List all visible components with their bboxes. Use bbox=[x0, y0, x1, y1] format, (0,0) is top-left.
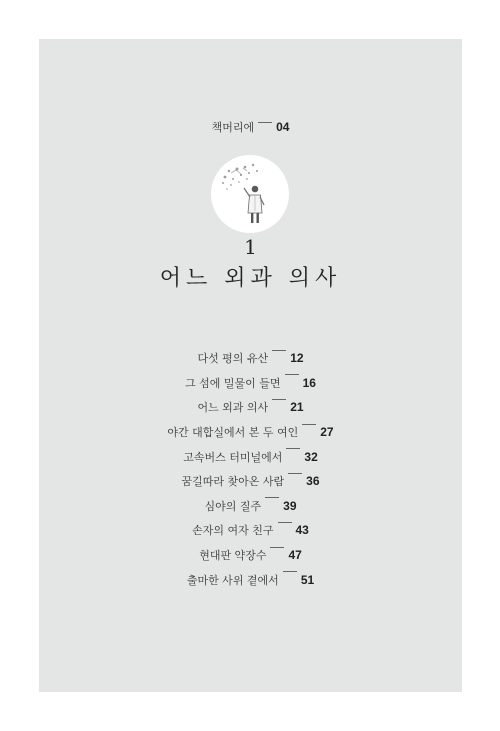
leader-dash bbox=[286, 448, 300, 449]
preface-page-number: 04 bbox=[276, 120, 290, 134]
toc-item-page: 51 bbox=[300, 572, 315, 587]
toc-item-title: 어느 외과 의사 bbox=[197, 401, 269, 415]
book-page bbox=[39, 39, 462, 692]
toc-item bbox=[39, 444, 462, 469]
leader-dash bbox=[258, 122, 272, 123]
toc-item bbox=[39, 469, 462, 494]
toc-item-page: 39 bbox=[283, 498, 297, 513]
toc-item bbox=[39, 395, 462, 420]
toc-list bbox=[39, 346, 462, 592]
toc-item-page: 36 bbox=[306, 474, 320, 489]
toc-item-page: 32 bbox=[304, 449, 318, 464]
preface-entry bbox=[39, 119, 462, 135]
toc-item-title: 꿈길따라 찾아온 사람 bbox=[181, 475, 285, 489]
preface-label: 책머리에 bbox=[211, 121, 255, 134]
doctor-figure-icon bbox=[211, 155, 289, 233]
chapter-title: 어느 외과 의사 bbox=[159, 266, 342, 291]
toc-item-page: 47 bbox=[288, 548, 302, 563]
toc-item-title: 고속버스 터미널에서 bbox=[183, 450, 283, 464]
leader-dash bbox=[278, 522, 292, 523]
toc-item-title: 출마한 사위 곁에서 bbox=[186, 573, 279, 587]
leader-dash bbox=[302, 424, 316, 425]
doctor-figure-illustration bbox=[211, 155, 289, 233]
toc-item-page: 12 bbox=[290, 351, 304, 366]
toc-item bbox=[39, 494, 462, 519]
toc-item-title: 다섯 평의 유산 bbox=[197, 352, 269, 366]
toc-item-page: 43 bbox=[295, 523, 309, 538]
leader-dash bbox=[272, 399, 286, 400]
leader-dash bbox=[283, 571, 297, 572]
toc-item-title: 야간 대합실에서 본 두 여인 bbox=[167, 426, 299, 440]
leader-dash bbox=[288, 473, 302, 474]
toc-item-title: 그 섬에 밀물이 들면 bbox=[185, 376, 281, 390]
leader-dash bbox=[265, 497, 279, 498]
toc-item-title: 심야의 질주 bbox=[204, 499, 262, 513]
toc-item bbox=[39, 346, 462, 371]
toc-item bbox=[39, 518, 462, 543]
toc-item bbox=[39, 371, 462, 396]
chapter-number: 1 bbox=[244, 235, 257, 259]
toc-item bbox=[39, 567, 462, 592]
toc-item-page: 16 bbox=[302, 375, 316, 390]
leader-dash bbox=[272, 350, 286, 351]
leader-dash bbox=[270, 547, 284, 548]
toc-item-page: 21 bbox=[290, 400, 304, 415]
toc-item bbox=[39, 420, 462, 445]
toc-item-title: 현대판 약장수 bbox=[199, 549, 267, 563]
toc-item-page: 27 bbox=[320, 425, 334, 440]
toc-item bbox=[39, 543, 462, 568]
leader-dash bbox=[285, 374, 299, 375]
toc-item-title: 손자의 여자 친구 bbox=[192, 524, 274, 538]
